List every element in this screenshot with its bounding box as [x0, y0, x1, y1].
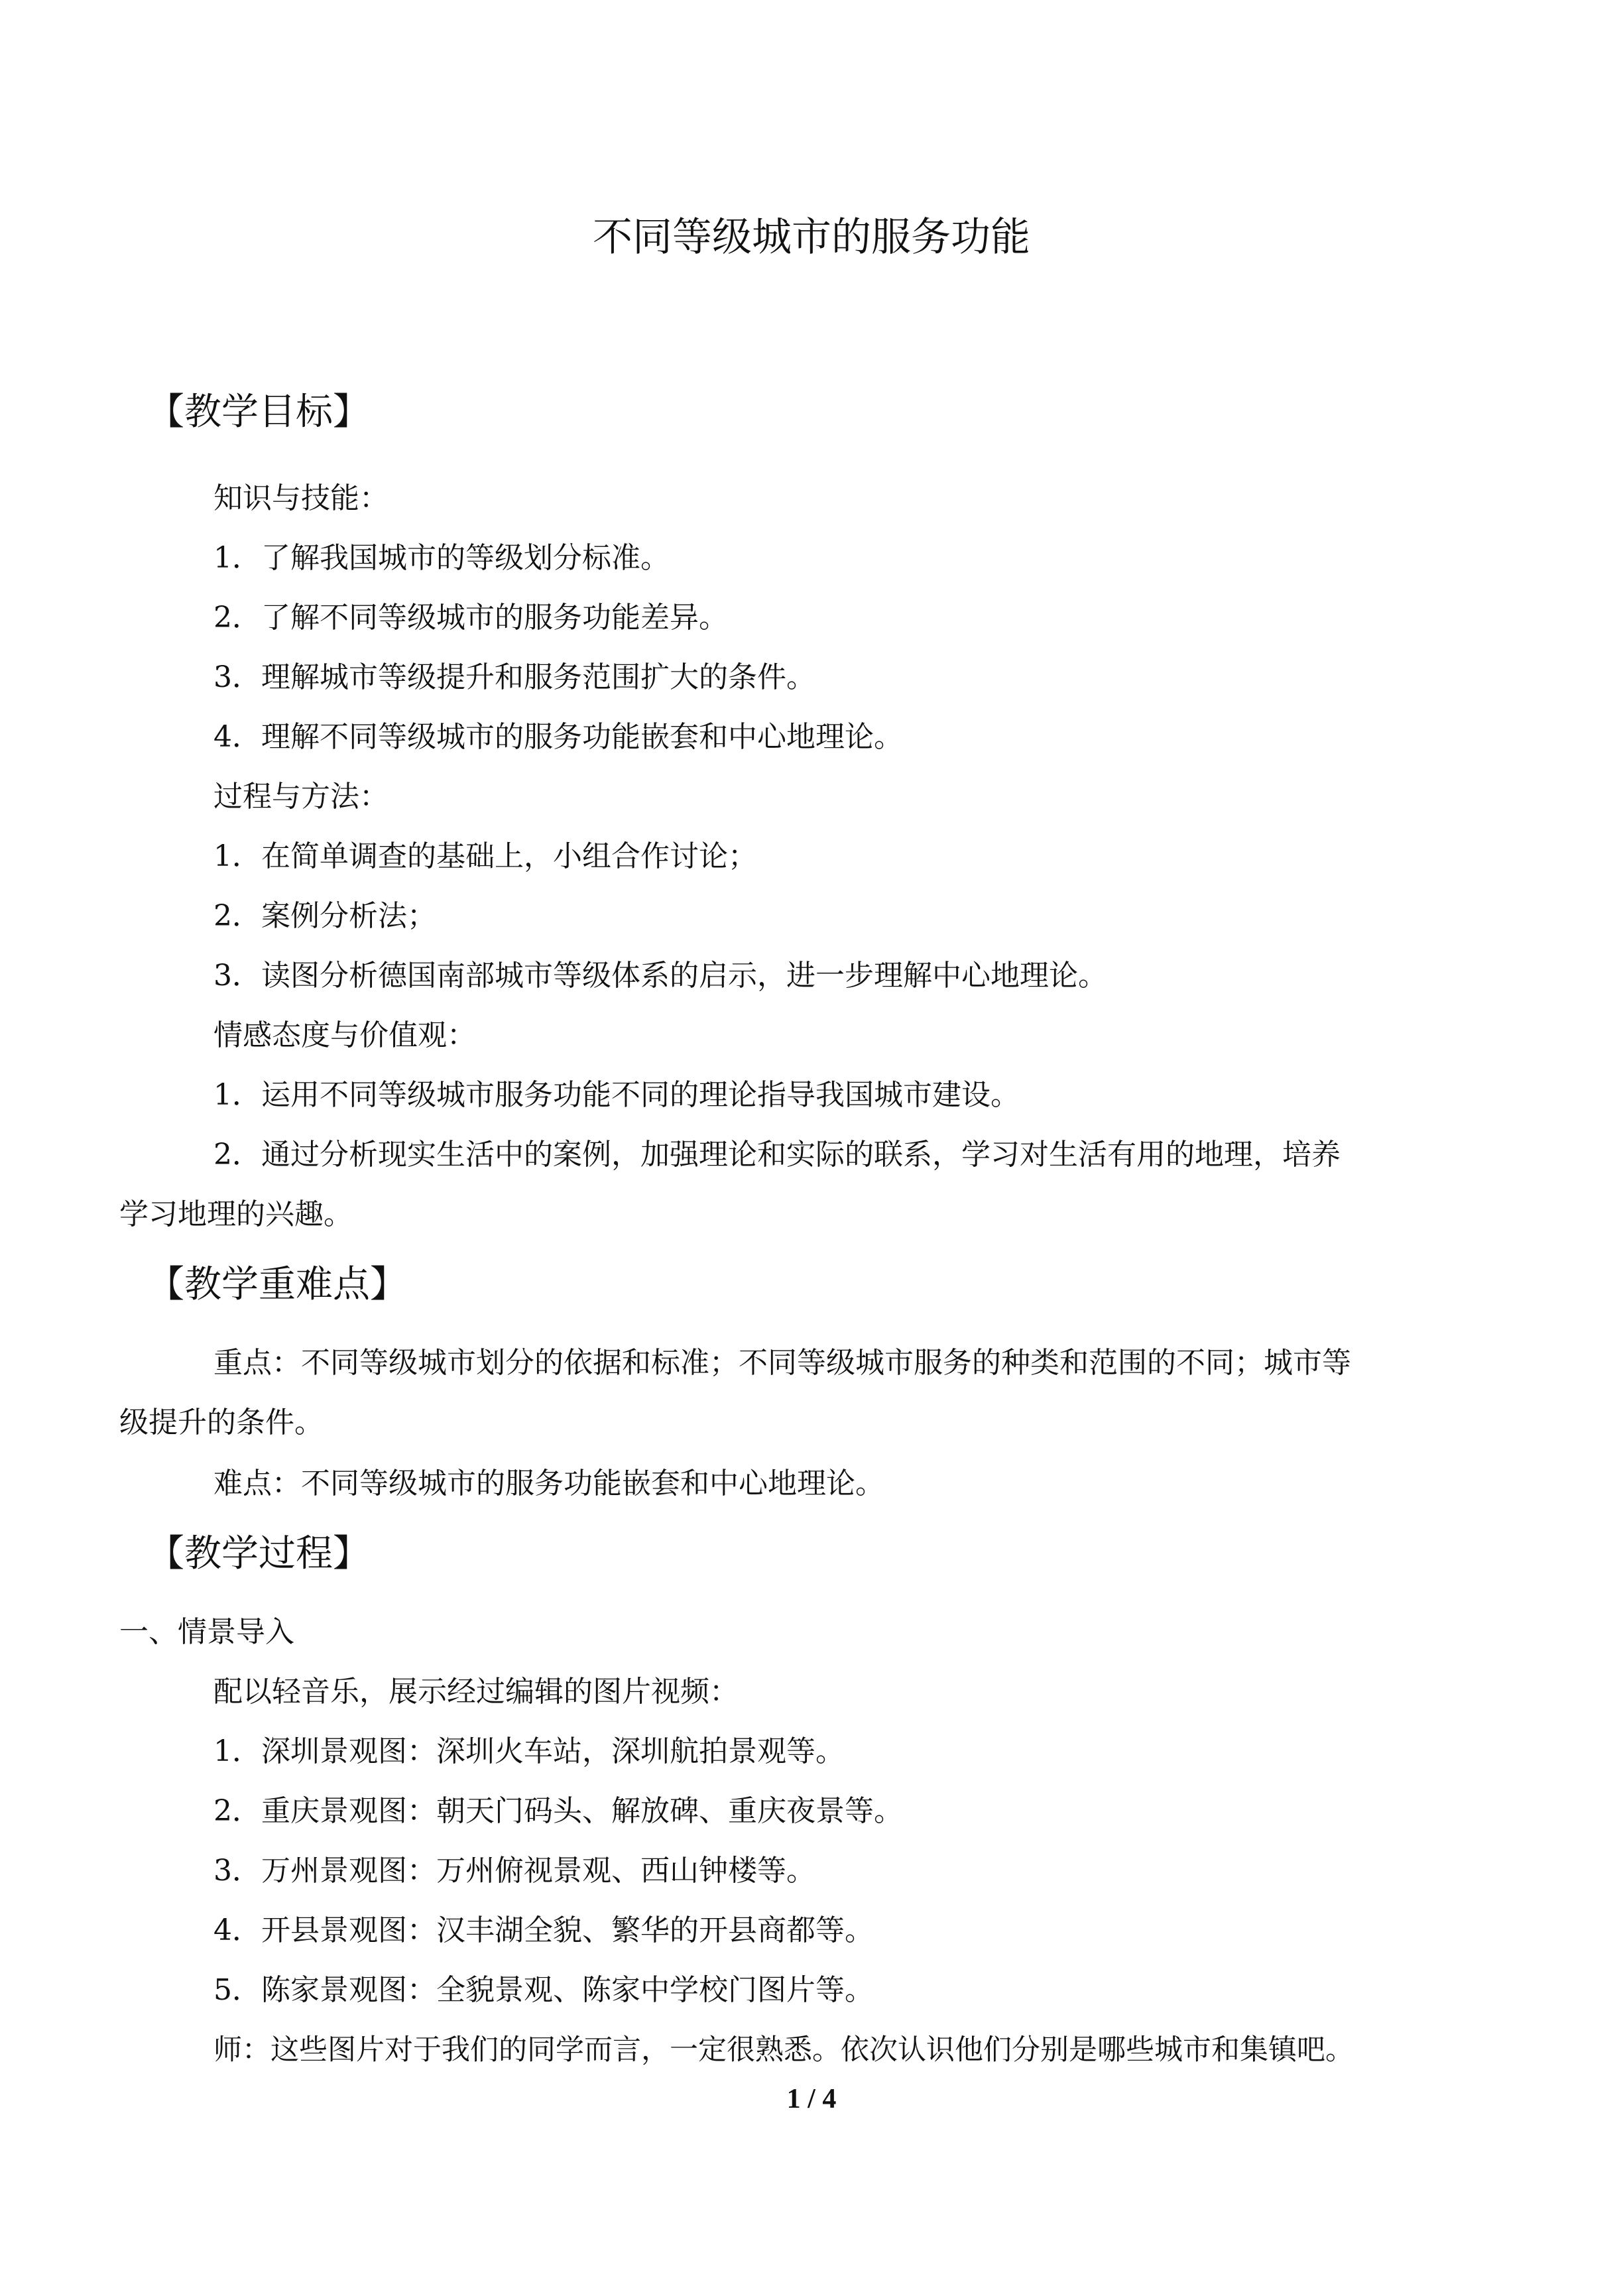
scene-item: 3．万州景观图：万州俯视景观、西山钟楼等。	[213, 1854, 815, 1888]
difficult-points-text: 难点：不同等级城市的服务功能嵌套和中心地理论。	[213, 1467, 884, 1500]
key-points-continuation: 级提升的条件。	[119, 1406, 324, 1439]
scene-item: 2．重庆景观图：朝天门码头、解放碑、重庆夜景等。	[213, 1794, 903, 1828]
scene-item: 5．陈家景观图：全貌景观、陈家中学校门图片等。	[213, 1973, 874, 2007]
knowledge-item: 3．理解城市等级提升和服务范围扩大的条件。	[213, 660, 815, 694]
process-item: 3．读图分析德国南部城市等级体系的启示，进一步理解中心地理论。	[213, 959, 1107, 993]
label-knowledge-skills: 知识与技能：	[213, 481, 389, 515]
part-title-scene-intro: 一、情景导入	[119, 1615, 294, 1649]
knowledge-item: 1．了解我国城市的等级划分标准。	[213, 541, 670, 575]
process-item: 2．案例分析法；	[213, 899, 436, 933]
emotion-item-continuation: 学习地理的兴趣。	[119, 1197, 353, 1231]
knowledge-item: 2．了解不同等级城市的服务功能差异。	[213, 601, 728, 634]
emotion-item: 1．运用不同等级城市服务功能不同的理论指导我国城市建设。	[213, 1078, 1020, 1112]
scene-item: 4．开县景观图：汉丰湖全貌、繁华的开县商都等。	[213, 1913, 874, 1947]
intro-text: 配以轻音乐，展示经过编辑的图片视频：	[213, 1675, 739, 1709]
knowledge-item: 4．理解不同等级城市的服务功能嵌套和中心地理论。	[213, 720, 903, 754]
heading-key-difficult-points: 【教学重难点】	[147, 1263, 407, 1306]
scene-item: 1．深圳景观图：深圳火车站，深圳航拍景观等。	[213, 1734, 845, 1768]
label-process-methods: 过程与方法：	[213, 780, 389, 814]
document-title: 不同等级城市的服务功能	[593, 214, 1030, 261]
heading-teaching-process: 【教学过程】	[147, 1532, 370, 1575]
page-number: 1 / 4	[786, 2084, 837, 2114]
teacher-line: 师：这些图片对于我们的同学而言，一定很熟悉。依次认识他们分别是哪些城市和集镇吧。	[213, 2033, 1354, 2067]
emotion-item: 2．通过分析现实生活中的案例，加强理论和实际的联系，学习对生活有用的地理，培养	[213, 1138, 1341, 1172]
process-item: 1．在简单调查的基础上，小组合作讨论；	[213, 839, 757, 873]
label-emotion-values: 情感态度与价值观：	[213, 1018, 476, 1052]
key-points-text: 重点：不同等级城市划分的依据和标准；不同等级城市服务的种类和范围的不同；城市等	[213, 1346, 1351, 1380]
heading-teaching-objectives: 【教学目标】	[147, 391, 370, 434]
